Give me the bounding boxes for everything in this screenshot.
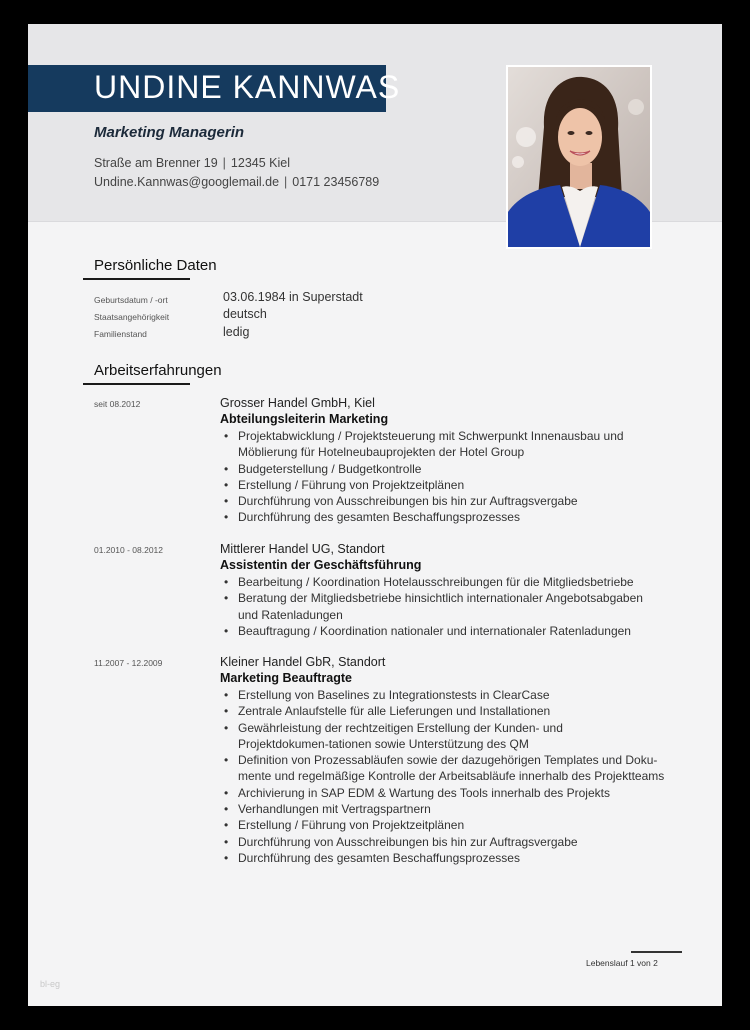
job-bullet: • Erstellung / Führung von Projektzeitplänen [220,477,694,493]
street: Straße am Brenner 19 [94,156,218,170]
personal-label-nationality: Staatsangehörigkeit [94,312,170,322]
section-underline-personal [83,278,190,280]
portrait-photo-icon [508,67,650,247]
candidate-name: UNDINE KANNWAS [94,69,401,105]
job-bullet: • Archivierung in SAP EDM & Wartung des Tools innerhalb des Projekts [220,785,694,801]
job-bullet: • Erstellung von Baselines zu Integrationstests in ClearCase [220,687,694,703]
job-bullet: • Budgeterstellung / Budgetkontrolle [220,461,694,477]
job-bullet: • Beratung der Mitgliedsbetriebe hinsichtlich internationaler Angebotsabgaben und Ratenladungen [220,590,648,623]
email: Undine.Kannwas@googlemail.de [94,175,280,189]
job-entry [94,541,694,639]
job-bullet: • Gewährleistung der rechtzeitigen Erstellung der Kunden- und Projektdokumen-tationen sowie Unterstützung des QM [220,720,653,753]
personal-value-birth: 03.06.1984 in Superstadt [223,290,363,304]
job-bullet: • Bearbeitung / Koordination Hotelausschreibungen für die Mitgliedsbetriebe [220,574,694,590]
personal-value-marital: ledig [223,325,250,339]
personal-label-birth: Geburtsdatum / -ort [94,295,168,305]
job-position: Assistentin der Geschäftsführung [220,558,422,572]
job-company: Mittlerer Handel UG, Standort [220,542,385,556]
job-bullet: • Zentrale Anlaufstelle für alle Lieferungen und Installationen [220,703,694,719]
cv-page [28,24,722,1006]
job-bullet-list [220,428,694,526]
contact-line [94,175,379,189]
profile-photo [506,65,652,249]
personal-label-marital: Familienstand [94,329,147,339]
section-title-experience: Arbeitserfahrungen [94,362,222,379]
section-title-personal: Persönliche Daten [94,257,217,274]
contact-separator: | [284,175,288,189]
job-date: 01.2010 - 08.2012 [94,545,164,555]
job-role: Marketing Managerin [94,124,245,141]
job-company: Grosser Handel GmbH, Kiel [220,396,375,410]
job-bullet: • Erstellung / Führung von Projektzeitplänen [220,817,694,833]
job-bullet-list [220,687,694,866]
job-bullet: • Definition von Prozessabläufen sowie der dazugehörigen Templates und Doku-mente und regelmäßige Kontrolle der Arbeitsabläufe innerhalb des Projektteams [220,752,668,785]
job-bullet: • Durchführung von Ausschreibungen bis hin zur Auftragsvergabe [220,834,694,850]
job-date: 11.2007 - 12.2009 [94,658,163,668]
job-bullet: • Beauftragung / Koordination nationaler und internationaler Ratenladungen [220,623,694,639]
job-bullet: • Durchführung des gesamten Beschaffungsprozesses [220,850,694,866]
job-position: Abteilungsleiterin Marketing [220,412,389,426]
job-bullet-list [220,574,694,639]
watermark: bl-eg [40,979,61,989]
job-entry [94,395,694,526]
job-date: seit 08.2012 [94,399,141,409]
job-entry [94,654,694,866]
address-line [94,156,290,170]
job-position: Marketing Beauftragte [220,671,352,685]
job-bullet: • Projektabwicklung / Projektsteuerung mit Schwerpunkt Innenausbau und Möblierung für Hotelneubauprojekten der Hotel Group [220,428,630,461]
page-number: Lebenslauf 1 von 2 [586,958,658,968]
section-underline-experience [83,383,190,385]
name-bar [28,65,401,112]
address-separator: | [222,156,226,170]
job-bullet: • Durchführung von Ausschreibungen bis hin zur Auftragsvergabe [220,493,694,509]
job-bullet: • Verhandlungen mit Vertragspartnern [220,801,694,817]
personal-value-nationality: deutsch [223,307,267,321]
job-company: Kleiner Handel GbR, Standort [220,655,386,669]
phone: 0171 23456789 [292,175,380,189]
job-bullet: • Durchführung des gesamten Beschaffungsprozesses [220,509,694,525]
footer-line [631,951,682,953]
city: 12345 Kiel [230,156,290,170]
